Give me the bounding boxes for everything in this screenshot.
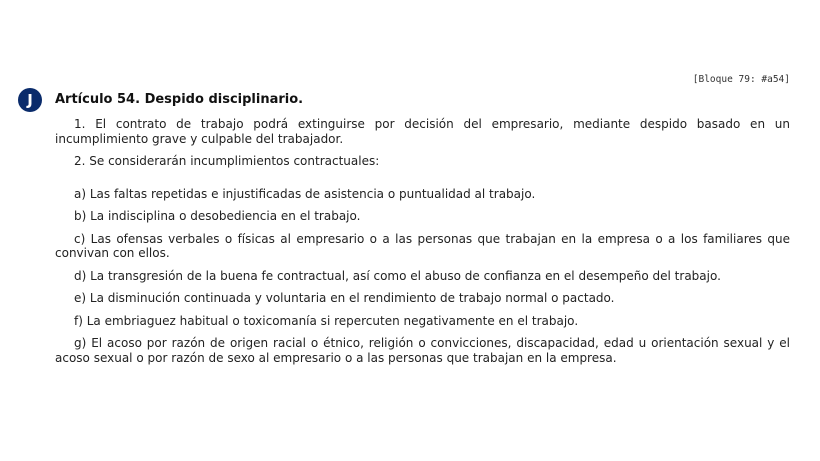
paragraph-1: 1. El contrato de trabajo podrá extinguirse por decisión del empresario, mediante despido basado en un incumplimiento grave y culpable del trabajador. xyxy=(55,117,790,146)
item-d: d) La transgresión de la buena fe contractual, así como el abuso de confianza en el desempeño del trabajo. xyxy=(74,268,721,283)
item-a: a) Las faltas repetidas e injustificadas de asistencia o puntualidad al trabajo. xyxy=(74,186,536,201)
article-title: Artículo 54. Despido disciplinario. xyxy=(55,92,304,107)
item-b: b) La indisciplina o desobediencia en el trabajo. xyxy=(74,209,361,223)
block-reference: [Bloque 79: #a54] xyxy=(692,74,790,85)
item-c: c) Las ofensas verbales o físicas al empresario o a las personas que trabajan en la empresa o a los familiares que convivan con ellos. xyxy=(55,231,790,260)
article-body xyxy=(55,92,790,373)
item-g: g) El acoso por razón de origen racial o étnico, religión o convicciones, discapacidad, edad u orientación sexual y el acoso sexual o por razón de sexo al empresario o a las personas que trabajan en la empresa. xyxy=(55,336,790,365)
jurisdiction-logo-icon: J xyxy=(18,88,42,112)
item-e: e) La disminución continuada y voluntaria en el rendimiento de trabajo normal o pactado. xyxy=(74,291,615,305)
paragraph-2: 2. Se considerarán incumplimientos contractuales: xyxy=(74,154,380,168)
item-f: f) La embriaguez habitual o toxicomanía si repercuten negativamente en el trabajo. xyxy=(74,313,579,328)
